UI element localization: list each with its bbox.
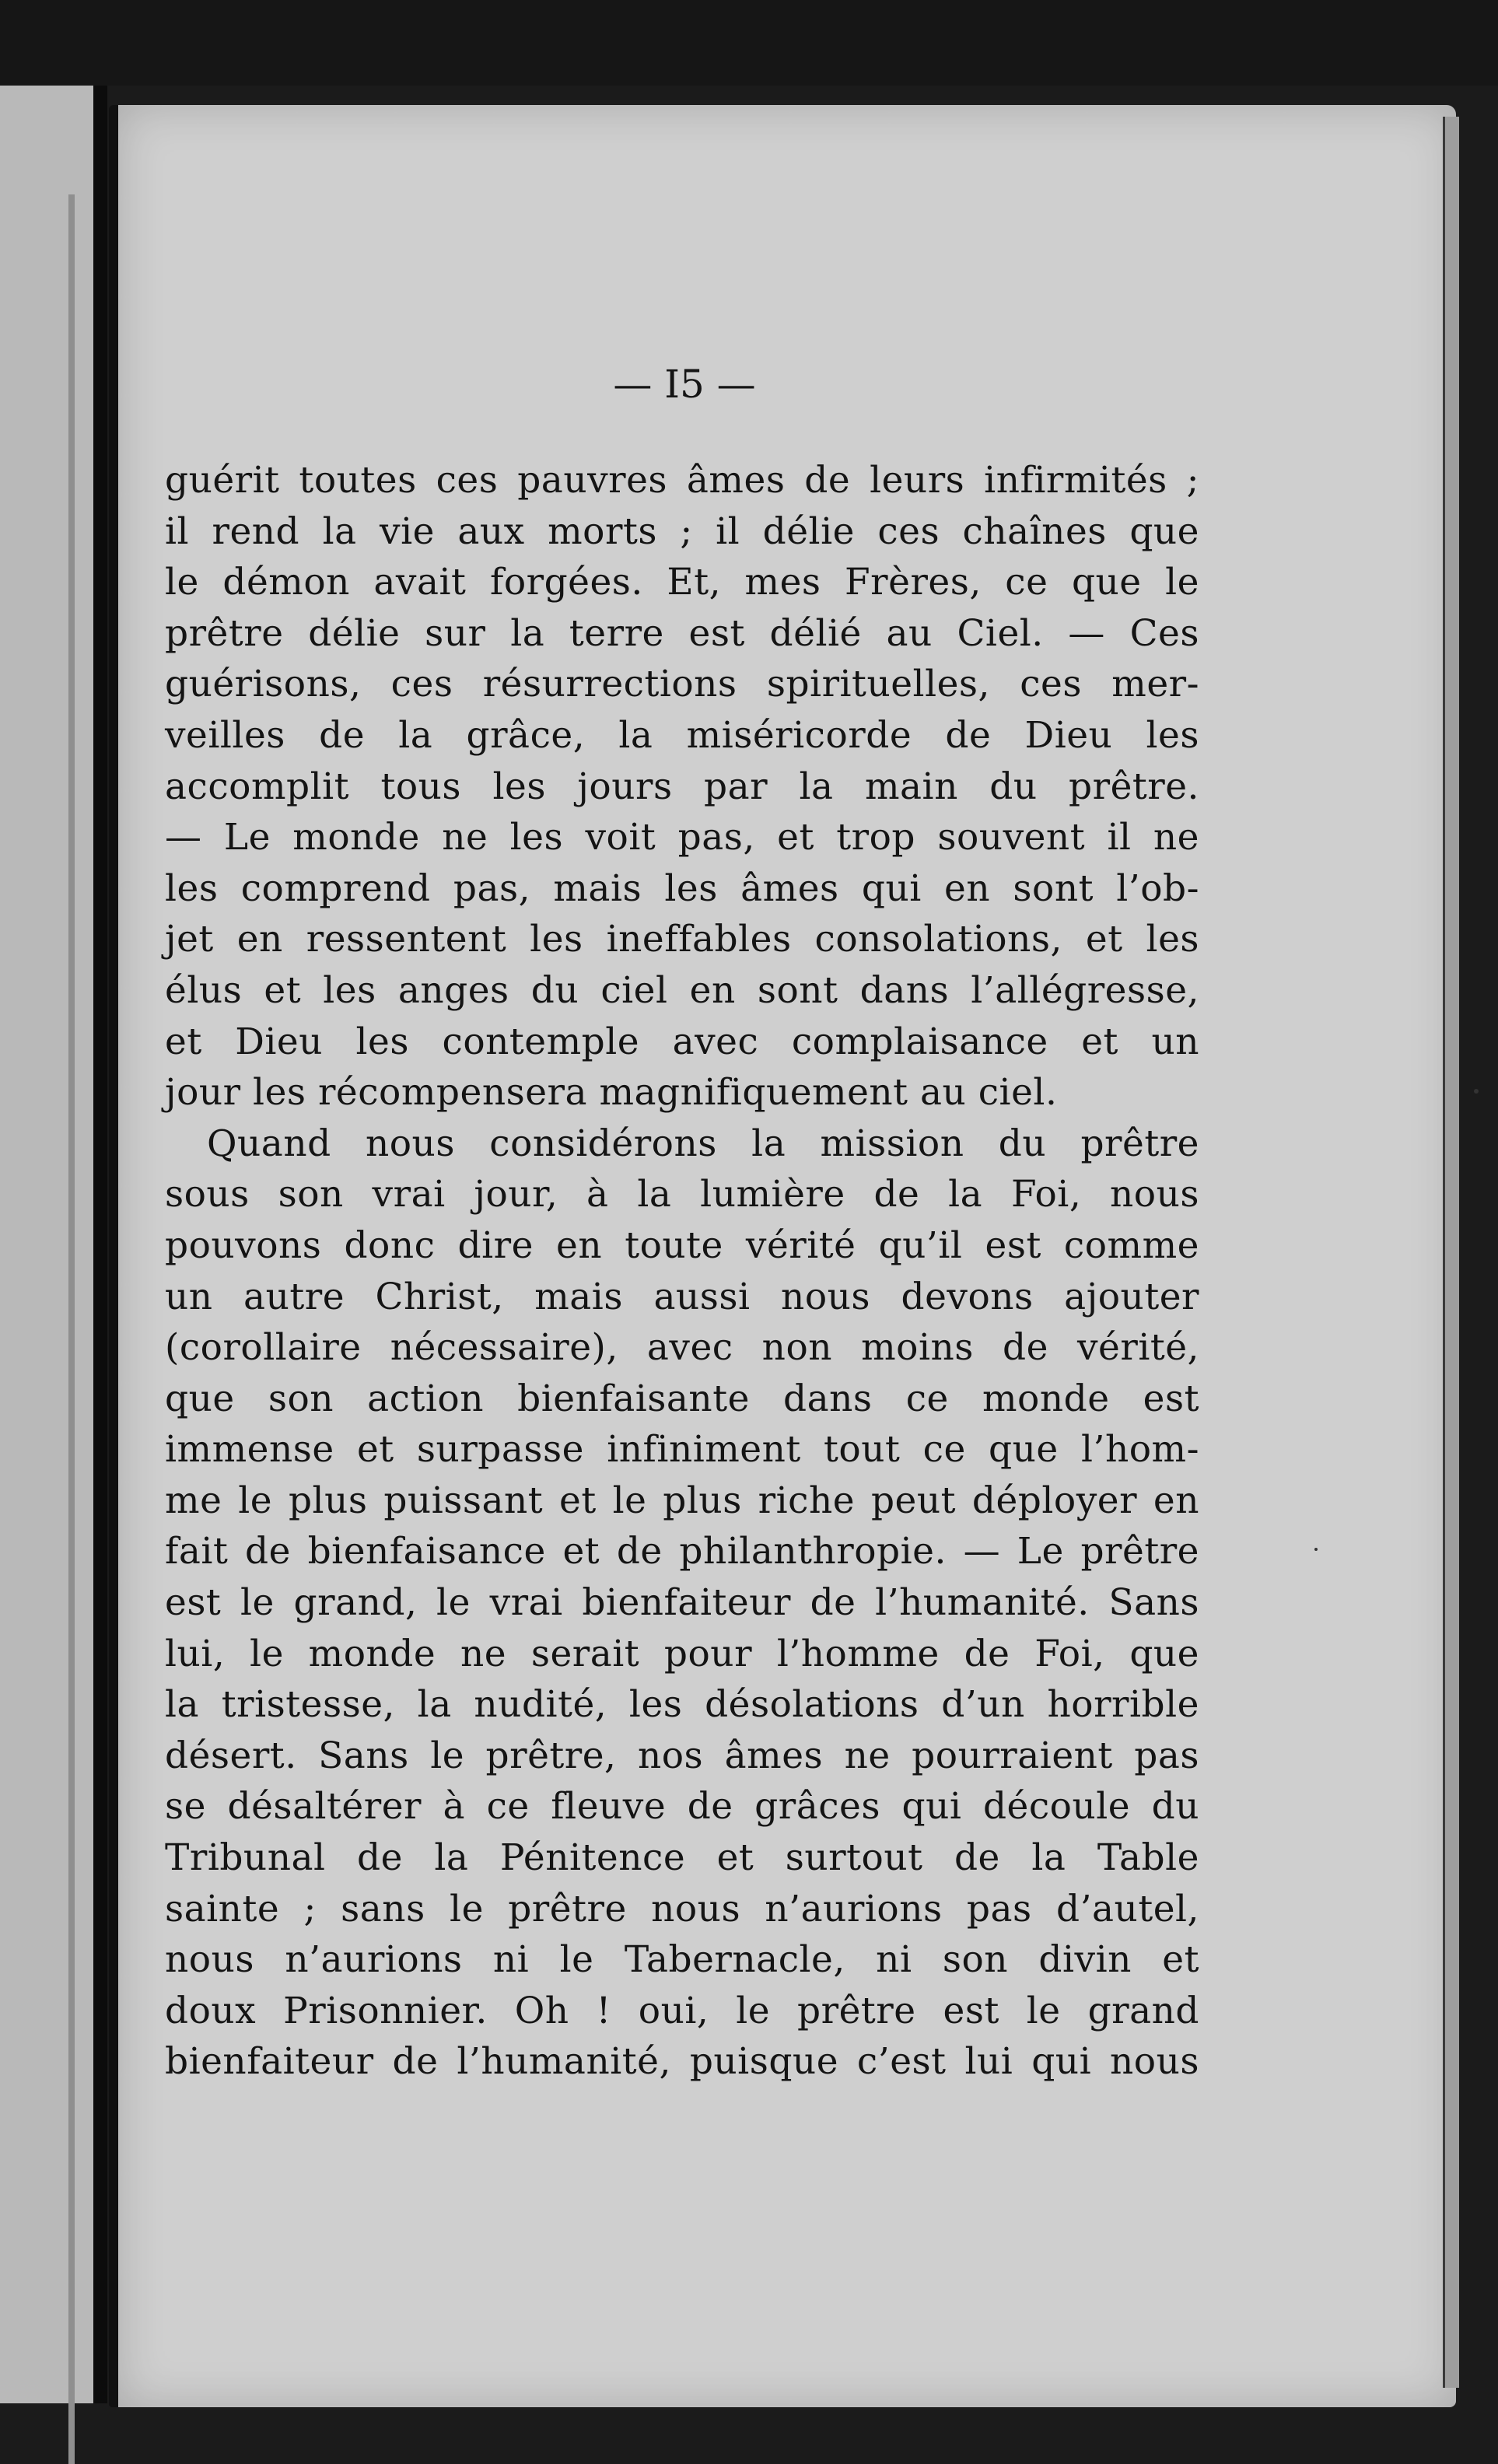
page-edge-right	[1443, 117, 1459, 2388]
previous-page-shadow	[68, 194, 75, 2464]
page-number: — I5 —	[613, 362, 756, 407]
dust-speck	[1314, 1548, 1318, 1551]
text-line: jour les récompensera magnifiquement au ciel.	[165, 1071, 1058, 1115]
text-line: accomplit tous les jours par la main du prêtre.	[165, 765, 1199, 808]
dust-speck	[1474, 1089, 1479, 1094]
text-line: doux Prisonnier. Oh ! oui, le prêtre est le grand	[165, 1989, 1199, 2032]
text-line: sous son vrai jour, à la lumière de la Foi, nous	[165, 1173, 1199, 1216]
text-line: bienfaiteur de l’humanité, puisque c’est lui qui nous	[165, 2040, 1199, 2084]
text-line: les comprend pas, mais les âmes qui en sont l’ob-	[165, 866, 1199, 910]
text-line: jet en ressentent les ineffables consolations, et les	[165, 918, 1199, 961]
body-text	[165, 455, 1199, 2088]
text-line: — Le monde ne les voit pas, et trop souvent il ne	[165, 816, 1199, 859]
text-line: prêtre délie sur la terre est délié au Ciel. — Ces	[165, 611, 1199, 655]
text-line: immense et surpasse infiniment tout ce que l’hom-	[165, 1428, 1199, 1472]
text-line: pouvons donc dire en toute vérité qu’il est comme	[165, 1223, 1199, 1267]
text-line: guérit toutes ces pauvres âmes de leurs infirmités ;	[165, 459, 1199, 502]
text-line: lui, le monde ne serait pour l’homme de Foi, que	[165, 1632, 1199, 1675]
text-line: que son action bienfaisante dans ce monde est	[165, 1377, 1199, 1420]
text-line: se désaltérer à ce fleuve de grâces qui découle du	[165, 1785, 1199, 1829]
paragraph-first-line: Quand nous considérons la mission du prêtre	[207, 1122, 1199, 1165]
scan-background-top	[0, 0, 1498, 86]
text-line: élus et les anges du ciel en sont dans l’allégresse,	[165, 968, 1199, 1012]
text-line: un autre Christ, mais aussi nous devons ajouter	[165, 1275, 1199, 1318]
text-line: est le grand, le vrai bienfaiteur de l’humanité. Sans	[165, 1581, 1199, 1625]
text-line: et Dieu les contemple avec complaisance et un	[165, 1020, 1199, 1063]
text-line: le démon avait forgées. Et, mes Frères, ce que le	[165, 561, 1199, 604]
text-line: sainte ; sans le prêtre nous n’aurions pas d’autel,	[165, 1887, 1199, 1930]
text-line: Tribunal de la Pénitence et surtout de la Table	[165, 1836, 1199, 1880]
text-line: (corollaire nécessaire), avec non moins de vérité,	[165, 1326, 1199, 1370]
text-line: désert. Sans le prêtre, nos âmes ne pourraient pas	[165, 1734, 1199, 1777]
text-line: me le plus puissant et le plus riche peut déployer en	[165, 1479, 1199, 1522]
previous-page-edge	[0, 86, 107, 2403]
text-line: il rend la vie aux morts ; il délie ces chaînes que	[165, 509, 1199, 553]
text-line: nous n’aurions ni le Tabernacle, ni son divin et	[165, 1938, 1199, 1982]
text-line: la tristesse, la nudité, les désolations d’un horrible	[165, 1683, 1199, 1727]
text-line: veilles de la grâce, la miséricorde de Dieu les	[165, 713, 1199, 757]
text-line: guérisons, ces résurrections spirituelles, ces mer-	[165, 663, 1199, 706]
text-line: fait de bienfaisance et de philanthropie. — Le prêtre	[165, 1530, 1199, 1573]
